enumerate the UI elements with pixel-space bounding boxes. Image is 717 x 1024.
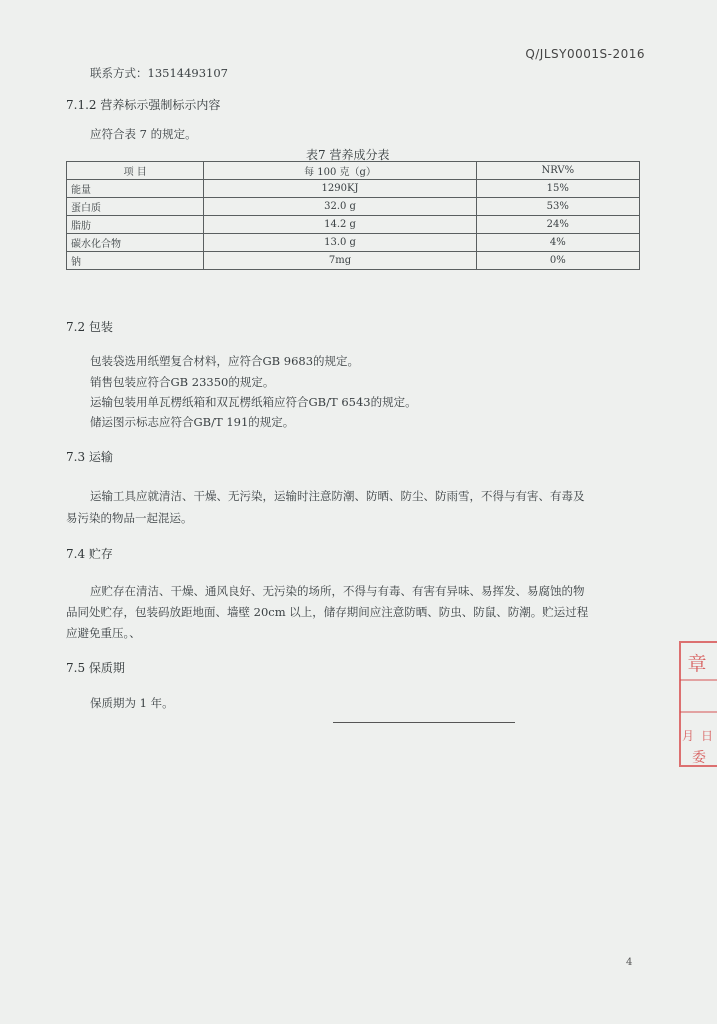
section-7-5-heading: 7.5 保质期 (66, 661, 125, 675)
svg-text:委: 委 (692, 750, 706, 766)
table-cell: 碳水化合物 (67, 234, 204, 252)
svg-text:章: 章 (687, 653, 707, 675)
section-7-1-2-heading: 7.1.2 营养标示强制标示内容 (66, 98, 221, 112)
section-7-1-2-text: 应符合表 7 的规定。 (90, 127, 197, 141)
page-number: 4 (626, 957, 633, 968)
table-header-item: 项 目 (67, 162, 204, 180)
section-7-3-line-2: 易污染的物品一起混运。 (66, 511, 193, 525)
table-cell: 7mg (204, 252, 476, 270)
table-cell: 24% (476, 216, 639, 234)
table-cell: 53% (476, 198, 639, 216)
section-7-4-heading: 7.4 贮存 (66, 547, 113, 561)
section-7-4-line-2: 品同处贮存，包装码放距地面、墙壁 20cm 以上，储存期间应注意防晒、防虫、防鼠、防潮。贮运过程 (66, 605, 589, 619)
official-seal-stamp (677, 640, 717, 768)
table-row (67, 252, 640, 270)
table-cell: 32.0 g (204, 198, 476, 216)
section-7-2-line-1: 包装袋选用纸塑复合材料，应符合GB 9683的规定。 (90, 354, 360, 368)
contact-phone: 13514493107 (147, 66, 228, 80)
document-code: Q/JLSY0001S-2016 (525, 47, 645, 61)
table-cell: 0% (476, 252, 639, 270)
table-cell: 钠 (67, 252, 204, 270)
table-row (67, 180, 640, 198)
table-header-per100g: 每 100 克（g） (204, 162, 476, 180)
table-header-row (67, 162, 640, 180)
table-cell: 15% (476, 180, 639, 198)
section-7-3-heading: 7.3 运输 (66, 450, 113, 464)
svg-text:月: 月 (681, 729, 695, 743)
table-cell: 13.0 g (204, 234, 476, 252)
table-cell: 4% (476, 234, 639, 252)
table-caption: 表7 营养成分表 (306, 148, 390, 162)
contact-line (90, 63, 228, 84)
svg-text:日: 日 (700, 729, 714, 743)
table-row (67, 234, 640, 252)
section-7-2-line-3: 运输包装用单瓦楞纸箱和双瓦楞纸箱应符合GB/T 6543的规定。 (90, 395, 417, 409)
table-row (67, 216, 640, 234)
contact-label: 联系方式： (90, 66, 148, 80)
table-cell: 蛋白质 (67, 198, 204, 216)
section-7-4-line-3: 应避免重压。、 (66, 626, 141, 640)
section-7-2-line-2: 销售包装应符合GB 23350的规定。 (90, 375, 275, 389)
table-row (67, 198, 640, 216)
nutrition-table (66, 161, 640, 270)
section-7-2-heading: 7.2 包装 (66, 320, 113, 334)
table-cell: 14.2 g (204, 216, 476, 234)
section-7-4-line-1: 应贮存在清洁、干燥、通风良好、无污染的场所，不得与有毒、有害有异味、易挥发、易腐蚀的物 (90, 584, 585, 598)
signature-line (333, 722, 515, 723)
table-cell: 脂肪 (67, 216, 204, 234)
section-7-3-line-1: 运输工具应就清洁、干燥、无污染，运输时注意防潮、防晒、防尘、防雨雪，不得与有害、有毒及 (90, 489, 585, 503)
table-cell: 1290KJ (204, 180, 476, 198)
table-header-nrv: NRV% (476, 162, 639, 180)
section-7-2-line-4: 储运图示标志应符合GB/T 191的规定。 (90, 415, 295, 429)
section-7-5-text: 保质期为 1 年。 (90, 696, 174, 710)
table-cell: 能量 (67, 180, 204, 198)
